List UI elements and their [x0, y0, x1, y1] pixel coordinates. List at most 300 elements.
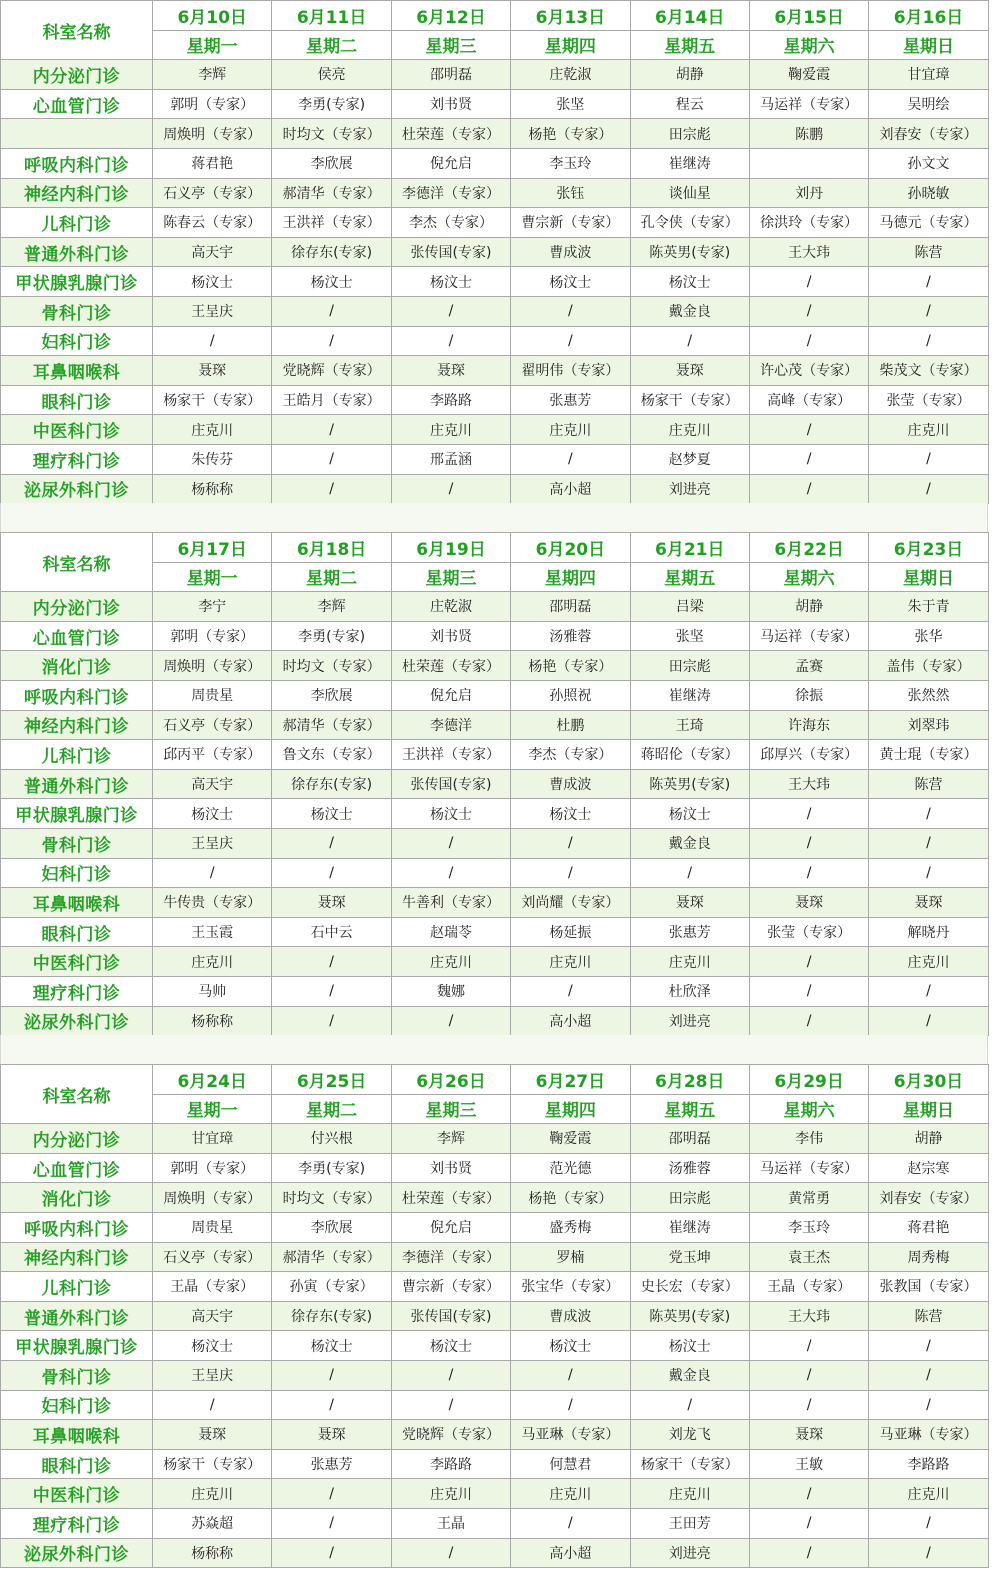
doctor-cell: 周焕明（专家） [153, 119, 272, 149]
weekday-header: 星期六 [749, 1094, 868, 1124]
doctor-cell: 聂琛 [749, 888, 868, 918]
table-row [1, 60, 989, 90]
doctor-cell: 戴金良 [630, 828, 749, 858]
doctor-cell: 张传国(专家) [391, 237, 510, 267]
department-name: 呼吸内科门诊 [1, 1212, 153, 1242]
doctor-cell: 刘丹 [749, 178, 868, 208]
doctor-cell: 黄常勇 [749, 1183, 868, 1213]
department-name: 骨科门诊 [1, 828, 153, 858]
doctor-cell: / [391, 1390, 510, 1420]
doctor-cell: 郝清华（专家） [272, 178, 391, 208]
doctor-cell: 王晶（专家） [153, 1272, 272, 1302]
date-header: 6月30日 [869, 1065, 988, 1095]
doctor-cell: 胡静 [630, 60, 749, 90]
table-row [1, 651, 989, 681]
weekday-header: 星期日 [869, 562, 988, 592]
doctor-cell: 李勇(专家) [272, 89, 391, 119]
doctor-cell: 崔继涛 [630, 1212, 749, 1242]
doctor-cell: 石义亭（专家） [153, 710, 272, 740]
doctor-cell: 史长宏（专家） [630, 1272, 749, 1302]
doctor-cell: 李德洋（专家） [391, 1242, 510, 1272]
doctor-cell: 曹成波 [511, 769, 630, 799]
doctor-cell: 甘宜璋 [869, 60, 988, 90]
doctor-cell: 张坚 [630, 621, 749, 651]
doctor-cell: 张坚 [511, 89, 630, 119]
doctor-cell: / [869, 828, 988, 858]
department-name: 耳鼻咽喉科 [1, 1420, 153, 1450]
doctor-cell: 庄克川 [869, 1479, 988, 1509]
doctor-cell: 徐振 [749, 680, 868, 710]
corner-label: 科室名称 [1, 1, 153, 60]
doctor-cell: 马德元（专家） [869, 208, 988, 238]
doctor-cell: 杜荣莲（专家） [391, 119, 510, 149]
doctor-cell: 盖伟（专家） [869, 651, 988, 681]
doctor-cell: / [749, 799, 868, 829]
department-name: 甲状腺乳腺门诊 [1, 267, 153, 297]
doctor-cell: 李辉 [391, 1124, 510, 1154]
table-row [1, 917, 989, 947]
doctor-cell: 李路路 [391, 1449, 510, 1479]
doctor-cell: 倪允启 [391, 680, 510, 710]
doctor-cell: 聂琛 [630, 356, 749, 386]
schedule-table-week-3 [0, 1064, 989, 1568]
doctor-cell: 时均文（专家） [272, 1183, 391, 1213]
doctor-cell: 高天宇 [153, 237, 272, 267]
doctor-cell: 李路路 [391, 385, 510, 415]
doctor-cell: 孔令侠（专家） [630, 208, 749, 238]
corner-label: 科室名称 [1, 533, 153, 592]
doctor-cell: 谈仙星 [630, 178, 749, 208]
doctor-cell: / [391, 828, 510, 858]
doctor-cell: / [749, 1331, 868, 1361]
doctor-cell: 鲁文东（专家） [272, 740, 391, 770]
doctor-cell: 陈英男(专家) [630, 1301, 749, 1331]
doctor-cell: 杨汶士 [153, 799, 272, 829]
doctor-cell: / [391, 1538, 510, 1568]
doctor-cell: 杜荣莲（专家） [391, 651, 510, 681]
doctor-cell: 蒋君艳 [153, 148, 272, 178]
doctor-cell: 杨汶士 [630, 799, 749, 829]
doctor-cell: / [869, 326, 988, 356]
department-name: 中医科门诊 [1, 415, 153, 445]
date-header: 6月18日 [272, 533, 391, 563]
doctor-cell: / [153, 326, 272, 356]
table-row [1, 1331, 989, 1361]
doctor-cell: 马运祥（专家） [749, 89, 868, 119]
doctor-cell: 徐存东(专家) [272, 237, 391, 267]
doctor-cell: / [272, 1479, 391, 1509]
doctor-cell: 王琦 [630, 710, 749, 740]
doctor-cell: 蒋昭伦（专家） [630, 740, 749, 770]
doctor-cell: 李欣展 [272, 148, 391, 178]
doctor-cell: 杨汶士 [511, 267, 630, 297]
doctor-cell: 高小超 [511, 474, 630, 504]
department-name: 中医科门诊 [1, 947, 153, 977]
table-row [1, 592, 989, 622]
doctor-cell: 陈营 [869, 237, 988, 267]
table-row [1, 1479, 989, 1509]
table-row [1, 326, 989, 356]
doctor-cell: / [272, 326, 391, 356]
doctor-cell: / [511, 444, 630, 474]
doctor-cell: 高小超 [511, 1006, 630, 1036]
doctor-cell: / [749, 415, 868, 445]
doctor-cell: 孟赛 [749, 651, 868, 681]
doctor-cell: / [272, 1360, 391, 1390]
doctor-cell: 杨汶士 [630, 1331, 749, 1361]
doctor-cell: 聂琛 [391, 356, 510, 386]
department-name: 儿科门诊 [1, 1272, 153, 1302]
doctor-cell: 孙晓敏 [869, 178, 988, 208]
doctor-cell: 蒋君艳 [869, 1212, 988, 1242]
department-name: 理疗科门诊 [1, 1508, 153, 1538]
doctor-cell: 罗楠 [511, 1242, 630, 1272]
weekday-header: 星期五 [630, 1094, 749, 1124]
doctor-cell: 黄士琨（专家） [869, 740, 988, 770]
weekday-header: 星期三 [391, 30, 510, 60]
doctor-cell: 李德洋（专家） [391, 178, 510, 208]
doctor-cell: 孙文文 [869, 148, 988, 178]
doctor-cell: 魏娜 [391, 976, 510, 1006]
doctor-cell: 杨艳（专家） [511, 119, 630, 149]
department-name: 神经内科门诊 [1, 1242, 153, 1272]
doctor-cell: 杜欣泽 [630, 976, 749, 1006]
doctor-cell: 周贵星 [153, 680, 272, 710]
date-header-row [1, 1065, 989, 1095]
department-name: 理疗科门诊 [1, 976, 153, 1006]
department-name: 内分泌门诊 [1, 60, 153, 90]
doctor-cell: / [749, 976, 868, 1006]
doctor-cell: 陈春云（专家） [153, 208, 272, 238]
doctor-cell: 刘进亮 [630, 1006, 749, 1036]
department-name: 甲状腺乳腺门诊 [1, 799, 153, 829]
doctor-cell: 聂琛 [153, 1420, 272, 1450]
table-row [1, 740, 989, 770]
doctor-cell: / [869, 1360, 988, 1390]
doctor-cell: 王大玮 [749, 769, 868, 799]
department-name: 耳鼻咽喉科 [1, 888, 153, 918]
doctor-cell: / [391, 1360, 510, 1390]
table-row [1, 356, 989, 386]
doctor-cell: 王呈庆 [153, 296, 272, 326]
department-name: 骨科门诊 [1, 296, 153, 326]
doctor-cell: / [749, 1360, 868, 1390]
doctor-cell: 田宗彪 [630, 1183, 749, 1213]
weekday-header: 星期一 [153, 562, 272, 592]
doctor-cell: 王洪祥（专家） [272, 208, 391, 238]
doctor-cell: 张惠芳 [630, 917, 749, 947]
doctor-cell: 李德洋 [391, 710, 510, 740]
doctor-cell: 邵明磊 [630, 1124, 749, 1154]
date-header: 6月28日 [630, 1065, 749, 1095]
doctor-cell: 张华 [869, 621, 988, 651]
table-gap [0, 1035, 988, 1064]
doctor-cell: 杨艳（专家） [511, 1183, 630, 1213]
doctor-cell: 张教国（专家） [869, 1272, 988, 1302]
doctor-cell: 崔继涛 [630, 148, 749, 178]
doctor-cell: 马帅 [153, 976, 272, 1006]
department-name: 普通外科门诊 [1, 1301, 153, 1331]
table-row [1, 1242, 989, 1272]
doctor-cell: 鞠爱霞 [749, 60, 868, 90]
doctor-cell: 庄克川 [630, 947, 749, 977]
doctor-cell: 王大玮 [749, 237, 868, 267]
doctor-cell: 牛善利（专家） [391, 888, 510, 918]
doctor-cell: / [869, 799, 988, 829]
doctor-cell: 曹宗新（专家） [391, 1272, 510, 1302]
doctor-cell: 曹宗新（专家） [511, 208, 630, 238]
doctor-cell: / [272, 1508, 391, 1538]
doctor-cell: 徐存东(专家) [272, 1301, 391, 1331]
doctor-cell: 胡静 [869, 1124, 988, 1154]
date-header: 6月23日 [869, 533, 988, 563]
doctor-cell: 张钰 [511, 178, 630, 208]
department-name: 眼科门诊 [1, 385, 153, 415]
doctor-cell: / [749, 296, 868, 326]
doctor-cell: 马运祥（专家） [749, 1153, 868, 1183]
doctor-cell: 周焕明（专家） [153, 651, 272, 681]
doctor-cell: 郭明（专家） [153, 1153, 272, 1183]
doctor-cell: 石义亭（专家） [153, 1242, 272, 1272]
table-row [1, 888, 989, 918]
table-row [1, 89, 989, 119]
table-row [1, 947, 989, 977]
table-row [1, 1124, 989, 1154]
doctor-cell: 吕梁 [630, 592, 749, 622]
doctor-cell: 程云 [630, 89, 749, 119]
doctor-cell: / [511, 296, 630, 326]
doctor-cell: 党晓辉（专家） [391, 1420, 510, 1450]
doctor-cell: 庄克川 [511, 947, 630, 977]
doctor-cell: 杜荣莲（专家） [391, 1183, 510, 1213]
department-name: 理疗科门诊 [1, 444, 153, 474]
doctor-cell: 郭明（专家） [153, 621, 272, 651]
weekday-header: 星期五 [630, 30, 749, 60]
table-row [1, 1183, 989, 1213]
doctor-cell: / [511, 976, 630, 1006]
table-row [1, 769, 989, 799]
department-name: 神经内科门诊 [1, 178, 153, 208]
doctor-cell: 戴金良 [630, 296, 749, 326]
department-name: 眼科门诊 [1, 1449, 153, 1479]
doctor-cell: 马亚琳（专家） [869, 1420, 988, 1450]
doctor-cell: 刘春安（专家） [869, 1183, 988, 1213]
table-row [1, 621, 989, 651]
doctor-cell: 徐存东(专家) [272, 769, 391, 799]
date-header: 6月19日 [391, 533, 510, 563]
doctor-cell: 郝清华（专家） [272, 710, 391, 740]
doctor-cell: 庄克川 [153, 415, 272, 445]
doctor-cell: 刘翠玮 [869, 710, 988, 740]
doctor-cell: 陈营 [869, 1301, 988, 1331]
doctor-cell: / [869, 296, 988, 326]
doctor-cell: 高天宇 [153, 1301, 272, 1331]
doctor-cell: 时均文（专家） [272, 119, 391, 149]
department-name: 消化门诊 [1, 651, 153, 681]
doctor-cell: 张惠芳 [272, 1449, 391, 1479]
doctor-cell: 许海东 [749, 710, 868, 740]
doctor-cell: 李杰（专家） [511, 740, 630, 770]
doctor-cell: 庄克川 [391, 1479, 510, 1509]
doctor-cell: 杨家干（专家） [630, 1449, 749, 1479]
date-header: 6月21日 [630, 533, 749, 563]
doctor-cell: 李伟 [749, 1124, 868, 1154]
doctor-cell: / [869, 1331, 988, 1361]
table-row [1, 178, 989, 208]
department-name: 心血管门诊 [1, 1153, 153, 1183]
doctor-cell: / [272, 415, 391, 445]
doctor-cell: 李路路 [869, 1449, 988, 1479]
doctor-cell: / [749, 858, 868, 888]
date-header-row [1, 533, 989, 563]
doctor-cell: 杨汶士 [391, 267, 510, 297]
department-name: 呼吸内科门诊 [1, 148, 153, 178]
doctor-cell: 赵宗寒 [869, 1153, 988, 1183]
doctor-cell: / [869, 1390, 988, 1420]
doctor-cell: 庄克川 [511, 415, 630, 445]
doctor-cell: 赵瑞苓 [391, 917, 510, 947]
doctor-cell: / [749, 1006, 868, 1036]
department-name: 妇科门诊 [1, 858, 153, 888]
doctor-cell: 高峰（专家） [749, 385, 868, 415]
doctor-cell: 党晓辉（专家） [272, 356, 391, 386]
date-header: 6月16日 [869, 1, 988, 31]
department-name: 泌尿外科门诊 [1, 1538, 153, 1568]
doctor-cell: / [749, 947, 868, 977]
weekday-header: 星期五 [630, 562, 749, 592]
doctor-cell: / [272, 444, 391, 474]
doctor-cell: 刘春安（专家） [869, 119, 988, 149]
date-header: 6月14日 [630, 1, 749, 31]
doctor-cell: 徐洪玲（专家） [749, 208, 868, 238]
doctor-cell: 刘龙飞 [630, 1420, 749, 1450]
doctor-cell: 杨汶士 [391, 1331, 510, 1361]
date-header: 6月20日 [511, 533, 630, 563]
doctor-cell: 杨艳（专家） [511, 651, 630, 681]
table-row [1, 1212, 989, 1242]
table-row [1, 1006, 989, 1036]
doctor-cell: 高天宇 [153, 769, 272, 799]
department-name [1, 119, 153, 149]
weekday-header: 星期四 [511, 1094, 630, 1124]
doctor-cell: 周焕明（专家） [153, 1183, 272, 1213]
doctor-cell: 张莹（专家） [749, 917, 868, 947]
doctor-cell: 张传国(专家) [391, 1301, 510, 1331]
doctor-cell: 聂琛 [630, 888, 749, 918]
table-row [1, 119, 989, 149]
doctor-cell: 时均文（专家） [272, 651, 391, 681]
doctor-cell: / [630, 858, 749, 888]
doctor-cell: 柴茂文（专家） [869, 356, 988, 386]
doctor-cell: / [391, 326, 510, 356]
doctor-cell: 庄克川 [630, 415, 749, 445]
weekday-header: 星期一 [153, 30, 272, 60]
doctor-cell: / [272, 1538, 391, 1568]
table-row [1, 858, 989, 888]
doctor-cell: / [749, 1538, 868, 1568]
doctor-cell: 党玉坤 [630, 1242, 749, 1272]
table-row [1, 474, 989, 504]
date-header-row [1, 1, 989, 31]
weekday-header: 星期六 [749, 30, 868, 60]
doctor-cell: 王敏 [749, 1449, 868, 1479]
doctor-cell: / [749, 1390, 868, 1420]
doctor-cell: 王田芳 [630, 1508, 749, 1538]
doctor-cell: / [391, 1006, 510, 1036]
date-header: 6月29日 [749, 1065, 868, 1095]
table-row [1, 680, 989, 710]
date-header: 6月22日 [749, 533, 868, 563]
doctor-cell: / [391, 858, 510, 888]
doctor-cell: 杨汶士 [511, 1331, 630, 1361]
doctor-cell: 倪允启 [391, 148, 510, 178]
doctor-cell: 邵明磊 [511, 592, 630, 622]
doctor-cell: 刘进亮 [630, 474, 749, 504]
doctor-cell: 崔继涛 [630, 680, 749, 710]
department-name: 普通外科门诊 [1, 769, 153, 799]
department-name: 心血管门诊 [1, 621, 153, 651]
doctor-cell: 邵明磊 [391, 60, 510, 90]
doctor-cell: 杨汶士 [630, 267, 749, 297]
doctor-cell: 张惠芳 [511, 385, 630, 415]
doctor-cell: / [869, 858, 988, 888]
doctor-cell: 牛传贵（专家） [153, 888, 272, 918]
doctor-cell: 翟明伟（专家） [511, 356, 630, 386]
weekday-header: 星期日 [869, 1094, 988, 1124]
doctor-cell: / [272, 474, 391, 504]
doctor-cell: / [749, 267, 868, 297]
department-name: 内分泌门诊 [1, 592, 153, 622]
doctor-cell: 李杰（专家） [391, 208, 510, 238]
doctor-cell: 苏焱超 [153, 1508, 272, 1538]
doctor-cell: 杨汶士 [511, 799, 630, 829]
weekday-header: 星期一 [153, 1094, 272, 1124]
doctor-cell: / [749, 474, 868, 504]
doctor-cell: 刘书贤 [391, 1153, 510, 1183]
doctor-cell: / [749, 828, 868, 858]
doctor-cell: 杨家干（专家） [153, 1449, 272, 1479]
weekday-header: 星期四 [511, 30, 630, 60]
doctor-cell: 聂琛 [749, 1420, 868, 1450]
table-row [1, 1449, 989, 1479]
doctor-cell: / [391, 296, 510, 326]
doctor-cell: 刘进亮 [630, 1538, 749, 1568]
doctor-cell: 庄克川 [391, 415, 510, 445]
doctor-cell: 石义亭（专家） [153, 178, 272, 208]
corner-label: 科室名称 [1, 1065, 153, 1124]
date-header: 6月27日 [511, 1065, 630, 1095]
doctor-cell: / [511, 326, 630, 356]
doctor-cell: 李玉玲 [749, 1212, 868, 1242]
doctor-cell: / [272, 976, 391, 1006]
doctor-cell: / [869, 1508, 988, 1538]
doctor-cell: / [153, 1390, 272, 1420]
doctor-cell: / [511, 858, 630, 888]
doctor-cell: 陈鹏 [749, 119, 868, 149]
table-row [1, 799, 989, 829]
doctor-cell: 周贵星 [153, 1212, 272, 1242]
department-name: 骨科门诊 [1, 1360, 153, 1390]
doctor-cell: 杨称称 [153, 1006, 272, 1036]
doctor-cell: 庄克川 [869, 415, 988, 445]
doctor-cell: / [272, 296, 391, 326]
doctor-cell: 付兴根 [272, 1124, 391, 1154]
department-name: 消化门诊 [1, 1183, 153, 1213]
doctor-cell: 孙照祝 [511, 680, 630, 710]
doctor-cell: 王呈庆 [153, 1360, 272, 1390]
doctor-cell: 杨汶士 [153, 267, 272, 297]
doctor-cell: 杨家干（专家） [153, 385, 272, 415]
